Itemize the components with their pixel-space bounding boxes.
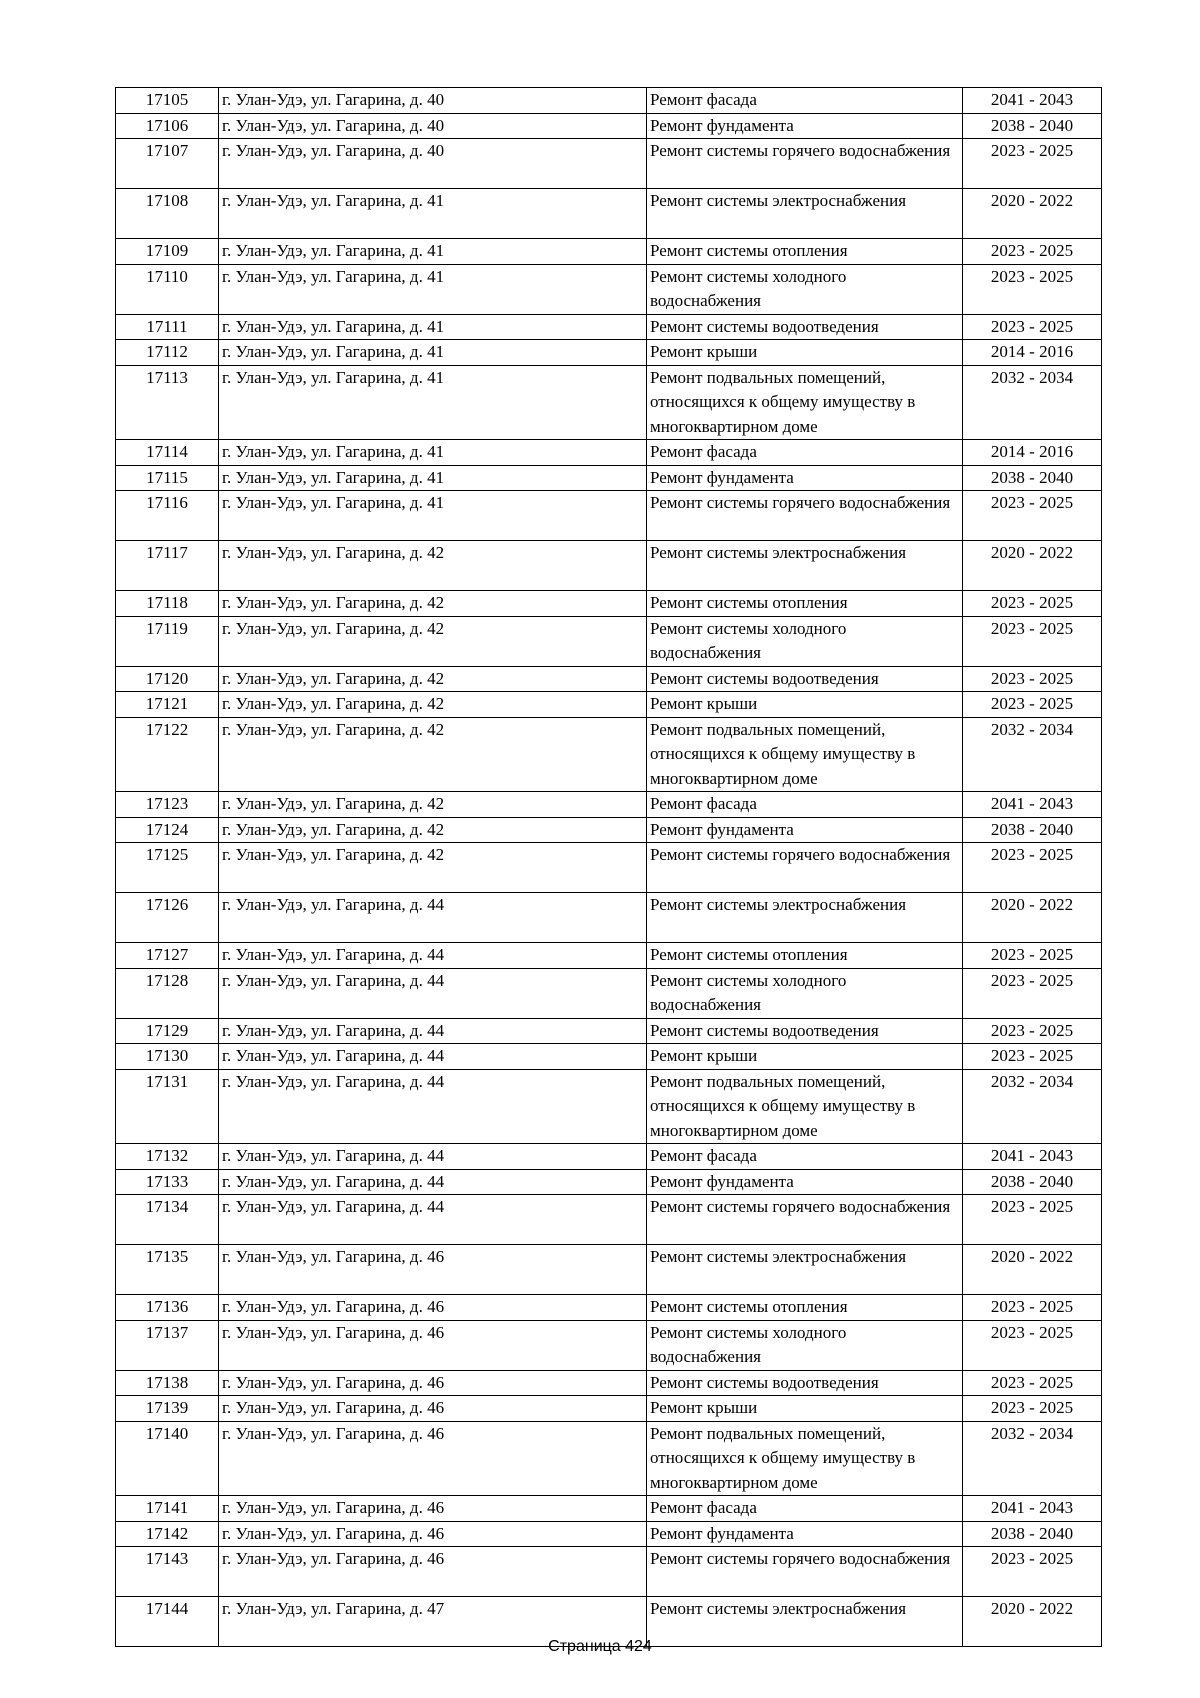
- table-row: [116, 1496, 1102, 1522]
- work-type-cell: Ремонт фундамента: [647, 1521, 963, 1547]
- address-cell: г. Улан-Удэ, ул. Гагарина, д. 44: [219, 943, 647, 969]
- row-number: 17138: [116, 1370, 219, 1396]
- address-cell: г. Улан-Удэ, ул. Гагарина, д. 42: [219, 843, 647, 893]
- period-cell: 2020 - 2022: [963, 1245, 1102, 1295]
- work-type-cell: Ремонт системы электроснабжения: [647, 1597, 963, 1647]
- work-type-cell: Ремонт подвальных помещений, относящихся к общему имуществу в многоквартирном доме: [647, 1069, 963, 1144]
- period-cell: 2032 - 2034: [963, 365, 1102, 440]
- work-type-cell: Ремонт системы электроснабжения: [647, 893, 963, 943]
- table-row: [116, 817, 1102, 843]
- address-cell: г. Улан-Удэ, ул. Гагарина, д. 46: [219, 1370, 647, 1396]
- work-type-cell: Ремонт фундамента: [647, 465, 963, 491]
- address-cell: г. Улан-Удэ, ул. Гагарина, д. 42: [219, 692, 647, 718]
- period-cell: 2023 - 2025: [963, 692, 1102, 718]
- table-row: [116, 440, 1102, 466]
- row-number: 17126: [116, 893, 219, 943]
- work-type-cell: Ремонт фундамента: [647, 113, 963, 139]
- work-type-cell: Ремонт системы водоотведения: [647, 1370, 963, 1396]
- table-row: [116, 1421, 1102, 1496]
- period-cell: 2020 - 2022: [963, 893, 1102, 943]
- table-row: [116, 239, 1102, 265]
- table-row: [116, 113, 1102, 139]
- address-cell: г. Улан-Удэ, ул. Гагарина, д. 46: [219, 1245, 647, 1295]
- address-cell: г. Улан-Удэ, ул. Гагарина, д. 42: [219, 666, 647, 692]
- work-type-cell: Ремонт системы холодного водоснабжения: [647, 968, 963, 1018]
- work-type-cell: Ремонт системы холодного водоснабжения: [647, 1320, 963, 1370]
- row-number: 17115: [116, 465, 219, 491]
- row-number: 17144: [116, 1597, 219, 1647]
- row-number: 17129: [116, 1018, 219, 1044]
- period-cell: 2020 - 2022: [963, 1597, 1102, 1647]
- work-type-cell: Ремонт системы водоотведения: [647, 314, 963, 340]
- address-cell: г. Улан-Удэ, ул. Гагарина, д. 46: [219, 1547, 647, 1597]
- address-cell: г. Улан-Удэ, ул. Гагарина, д. 42: [219, 717, 647, 792]
- row-number: 17131: [116, 1069, 219, 1144]
- row-number: 17136: [116, 1295, 219, 1321]
- table-row: [116, 541, 1102, 591]
- table-row: [116, 692, 1102, 718]
- row-number: 17125: [116, 843, 219, 893]
- work-type-cell: Ремонт подвальных помещений, относящихся к общему имуществу в многоквартирном доме: [647, 365, 963, 440]
- row-number: 17134: [116, 1195, 219, 1245]
- period-cell: 2023 - 2025: [963, 943, 1102, 969]
- table-row: [116, 1547, 1102, 1597]
- work-type-cell: Ремонт системы холодного водоснабжения: [647, 616, 963, 666]
- period-cell: 2023 - 2025: [963, 666, 1102, 692]
- row-number: 17133: [116, 1169, 219, 1195]
- row-number: 17113: [116, 365, 219, 440]
- row-number: 17111: [116, 314, 219, 340]
- table-body: [116, 88, 1102, 1647]
- period-cell: 2014 - 2016: [963, 440, 1102, 466]
- period-cell: 2032 - 2034: [963, 717, 1102, 792]
- table-row: [116, 139, 1102, 189]
- address-cell: г. Улан-Удэ, ул. Гагарина, д. 44: [219, 1069, 647, 1144]
- table-row: [116, 314, 1102, 340]
- row-number: 17116: [116, 491, 219, 541]
- row-number: 17135: [116, 1245, 219, 1295]
- table-row: [116, 88, 1102, 114]
- address-cell: г. Улан-Удэ, ул. Гагарина, д. 41: [219, 365, 647, 440]
- table-row: [116, 1370, 1102, 1396]
- work-type-cell: Ремонт фасада: [647, 440, 963, 466]
- address-cell: г. Улан-Удэ, ул. Гагарина, д. 46: [219, 1295, 647, 1321]
- row-number: 17114: [116, 440, 219, 466]
- work-type-cell: Ремонт системы водоотведения: [647, 1018, 963, 1044]
- period-cell: 2041 - 2043: [963, 88, 1102, 114]
- work-type-cell: Ремонт системы электроснабжения: [647, 189, 963, 239]
- work-type-cell: Ремонт системы горячего водоснабжения: [647, 843, 963, 893]
- table-row: [116, 1521, 1102, 1547]
- row-number: 17121: [116, 692, 219, 718]
- address-cell: г. Улан-Удэ, ул. Гагарина, д. 44: [219, 1195, 647, 1245]
- table-row: [116, 365, 1102, 440]
- address-cell: г. Улан-Удэ, ул. Гагарина, д. 41: [219, 314, 647, 340]
- period-cell: 2023 - 2025: [963, 139, 1102, 189]
- row-number: 17142: [116, 1521, 219, 1547]
- table-row: [116, 465, 1102, 491]
- address-cell: г. Улан-Удэ, ул. Гагарина, д. 41: [219, 340, 647, 366]
- address-cell: г. Улан-Удэ, ул. Гагарина, д. 47: [219, 1597, 647, 1647]
- table-row: [116, 189, 1102, 239]
- table-row: [116, 1044, 1102, 1070]
- row-number: 17119: [116, 616, 219, 666]
- row-number: 17127: [116, 943, 219, 969]
- work-type-cell: Ремонт системы горячего водоснабжения: [647, 491, 963, 541]
- row-number: 17107: [116, 139, 219, 189]
- work-type-cell: Ремонт фундамента: [647, 817, 963, 843]
- period-cell: 2041 - 2043: [963, 1144, 1102, 1170]
- table-row: [116, 893, 1102, 943]
- period-cell: 2032 - 2034: [963, 1069, 1102, 1144]
- period-cell: 2032 - 2034: [963, 1421, 1102, 1496]
- period-cell: 2023 - 2025: [963, 314, 1102, 340]
- table-row: [116, 792, 1102, 818]
- table-row: [116, 1144, 1102, 1170]
- page-number: Страница 424: [548, 1638, 652, 1655]
- work-type-cell: Ремонт крыши: [647, 692, 963, 718]
- address-cell: г. Улан-Удэ, ул. Гагарина, д. 41: [219, 440, 647, 466]
- period-cell: 2023 - 2025: [963, 616, 1102, 666]
- table-row: [116, 616, 1102, 666]
- row-number: 17130: [116, 1044, 219, 1070]
- period-cell: 2023 - 2025: [963, 968, 1102, 1018]
- table-row: [116, 843, 1102, 893]
- work-type-cell: Ремонт системы горячего водоснабжения: [647, 1547, 963, 1597]
- table-row: [116, 1320, 1102, 1370]
- address-cell: г. Улан-Удэ, ул. Гагарина, д. 40: [219, 88, 647, 114]
- row-number: 17108: [116, 189, 219, 239]
- period-cell: 2023 - 2025: [963, 1547, 1102, 1597]
- address-cell: г. Улан-Удэ, ул. Гагарина, д. 42: [219, 591, 647, 617]
- address-cell: г. Улан-Удэ, ул. Гагарина, д. 46: [219, 1396, 647, 1422]
- period-cell: 2038 - 2040: [963, 113, 1102, 139]
- address-cell: г. Улан-Удэ, ул. Гагарина, д. 41: [219, 491, 647, 541]
- period-cell: 2023 - 2025: [963, 264, 1102, 314]
- row-number: 17117: [116, 541, 219, 591]
- address-cell: г. Улан-Удэ, ул. Гагарина, д. 44: [219, 1018, 647, 1044]
- address-cell: г. Улан-Удэ, ул. Гагарина, д. 41: [219, 264, 647, 314]
- row-number: 17109: [116, 239, 219, 265]
- table-row: [116, 1195, 1102, 1245]
- work-type-cell: Ремонт системы холодного водоснабжения: [647, 264, 963, 314]
- work-type-cell: Ремонт подвальных помещений, относящихся к общему имуществу в многоквартирном доме: [647, 717, 963, 792]
- address-cell: г. Улан-Удэ, ул. Гагарина, д. 40: [219, 113, 647, 139]
- work-type-cell: Ремонт системы отопления: [647, 1295, 963, 1321]
- row-number: 17110: [116, 264, 219, 314]
- row-number: 17123: [116, 792, 219, 818]
- row-number: 17105: [116, 88, 219, 114]
- address-cell: г. Улан-Удэ, ул. Гагарина, д. 46: [219, 1421, 647, 1496]
- row-number: 17141: [116, 1496, 219, 1522]
- row-number: 17128: [116, 968, 219, 1018]
- period-cell: 2041 - 2043: [963, 792, 1102, 818]
- work-type-cell: Ремонт фундамента: [647, 1169, 963, 1195]
- table-row: [116, 1018, 1102, 1044]
- work-type-cell: Ремонт крыши: [647, 1044, 963, 1070]
- period-cell: 2023 - 2025: [963, 1320, 1102, 1370]
- table-row: [116, 1069, 1102, 1144]
- work-type-cell: Ремонт крыши: [647, 340, 963, 366]
- work-type-cell: Ремонт системы отопления: [647, 943, 963, 969]
- period-cell: 2038 - 2040: [963, 1169, 1102, 1195]
- row-number: 17112: [116, 340, 219, 366]
- period-cell: 2041 - 2043: [963, 1496, 1102, 1522]
- row-number: 17143: [116, 1547, 219, 1597]
- period-cell: 2020 - 2022: [963, 189, 1102, 239]
- period-cell: 2023 - 2025: [963, 1018, 1102, 1044]
- work-type-cell: Ремонт системы отопления: [647, 591, 963, 617]
- row-number: 17132: [116, 1144, 219, 1170]
- period-cell: 2023 - 2025: [963, 1195, 1102, 1245]
- table-row: [116, 1245, 1102, 1295]
- period-cell: 2038 - 2040: [963, 465, 1102, 491]
- table-row: [116, 1396, 1102, 1422]
- work-type-cell: Ремонт системы электроснабжения: [647, 541, 963, 591]
- address-cell: г. Улан-Удэ, ул. Гагарина, д. 41: [219, 189, 647, 239]
- address-cell: г. Улан-Удэ, ул. Гагарина, д. 41: [219, 239, 647, 265]
- address-cell: г. Улан-Удэ, ул. Гагарина, д. 42: [219, 817, 647, 843]
- work-type-cell: Ремонт фасада: [647, 88, 963, 114]
- table-row: [116, 968, 1102, 1018]
- work-type-cell: Ремонт подвальных помещений, относящихся к общему имуществу в многоквартирном доме: [647, 1421, 963, 1496]
- row-number: 17137: [116, 1320, 219, 1370]
- row-number: 17140: [116, 1421, 219, 1496]
- address-cell: г. Улан-Удэ, ул. Гагарина, д. 44: [219, 1144, 647, 1170]
- address-cell: г. Улан-Удэ, ул. Гагарина, д. 41: [219, 465, 647, 491]
- period-cell: 2023 - 2025: [963, 1044, 1102, 1070]
- work-type-cell: Ремонт фасада: [647, 1144, 963, 1170]
- address-cell: г. Улан-Удэ, ул. Гагарина, д. 46: [219, 1521, 647, 1547]
- work-type-cell: Ремонт системы горячего водоснабжения: [647, 139, 963, 189]
- row-number: 17120: [116, 666, 219, 692]
- address-cell: г. Улан-Удэ, ул. Гагарина, д. 44: [219, 1044, 647, 1070]
- period-cell: 2023 - 2025: [963, 491, 1102, 541]
- period-cell: 2038 - 2040: [963, 817, 1102, 843]
- period-cell: 2038 - 2040: [963, 1521, 1102, 1547]
- work-type-cell: Ремонт системы электроснабжения: [647, 1245, 963, 1295]
- work-type-cell: Ремонт системы горячего водоснабжения: [647, 1195, 963, 1245]
- address-cell: г. Улан-Удэ, ул. Гагарина, д. 44: [219, 968, 647, 1018]
- table-row: [116, 943, 1102, 969]
- work-type-cell: Ремонт системы отопления: [647, 239, 963, 265]
- table-row: [116, 340, 1102, 366]
- period-cell: 2023 - 2025: [963, 591, 1102, 617]
- period-cell: 2023 - 2025: [963, 239, 1102, 265]
- works-table: [115, 87, 1102, 1647]
- row-number: 17139: [116, 1396, 219, 1422]
- table-row: [116, 666, 1102, 692]
- address-cell: г. Улан-Удэ, ул. Гагарина, д. 42: [219, 616, 647, 666]
- row-number: 17122: [116, 717, 219, 792]
- table-row: [116, 264, 1102, 314]
- table-row: [116, 1169, 1102, 1195]
- address-cell: г. Улан-Удэ, ул. Гагарина, д. 46: [219, 1320, 647, 1370]
- table-row: [116, 717, 1102, 792]
- period-cell: 2020 - 2022: [963, 541, 1102, 591]
- row-number: 17106: [116, 113, 219, 139]
- address-cell: г. Улан-Удэ, ул. Гагарина, д. 42: [219, 541, 647, 591]
- row-number: 17118: [116, 591, 219, 617]
- address-cell: г. Улан-Удэ, ул. Гагарина, д. 42: [219, 792, 647, 818]
- address-cell: г. Улан-Удэ, ул. Гагарина, д. 46: [219, 1496, 647, 1522]
- address-cell: г. Улан-Удэ, ул. Гагарина, д. 44: [219, 1169, 647, 1195]
- address-cell: г. Улан-Удэ, ул. Гагарина, д. 44: [219, 893, 647, 943]
- period-cell: 2023 - 2025: [963, 843, 1102, 893]
- table-row: [116, 1295, 1102, 1321]
- address-cell: г. Улан-Удэ, ул. Гагарина, д. 40: [219, 139, 647, 189]
- work-type-cell: Ремонт фасада: [647, 1496, 963, 1522]
- period-cell: 2023 - 2025: [963, 1370, 1102, 1396]
- period-cell: 2023 - 2025: [963, 1295, 1102, 1321]
- table-row: [116, 591, 1102, 617]
- row-number: 17124: [116, 817, 219, 843]
- work-type-cell: Ремонт фасада: [647, 792, 963, 818]
- work-type-cell: Ремонт системы водоотведения: [647, 666, 963, 692]
- period-cell: 2023 - 2025: [963, 1396, 1102, 1422]
- table-row: [116, 491, 1102, 541]
- work-type-cell: Ремонт крыши: [647, 1396, 963, 1422]
- period-cell: 2014 - 2016: [963, 340, 1102, 366]
